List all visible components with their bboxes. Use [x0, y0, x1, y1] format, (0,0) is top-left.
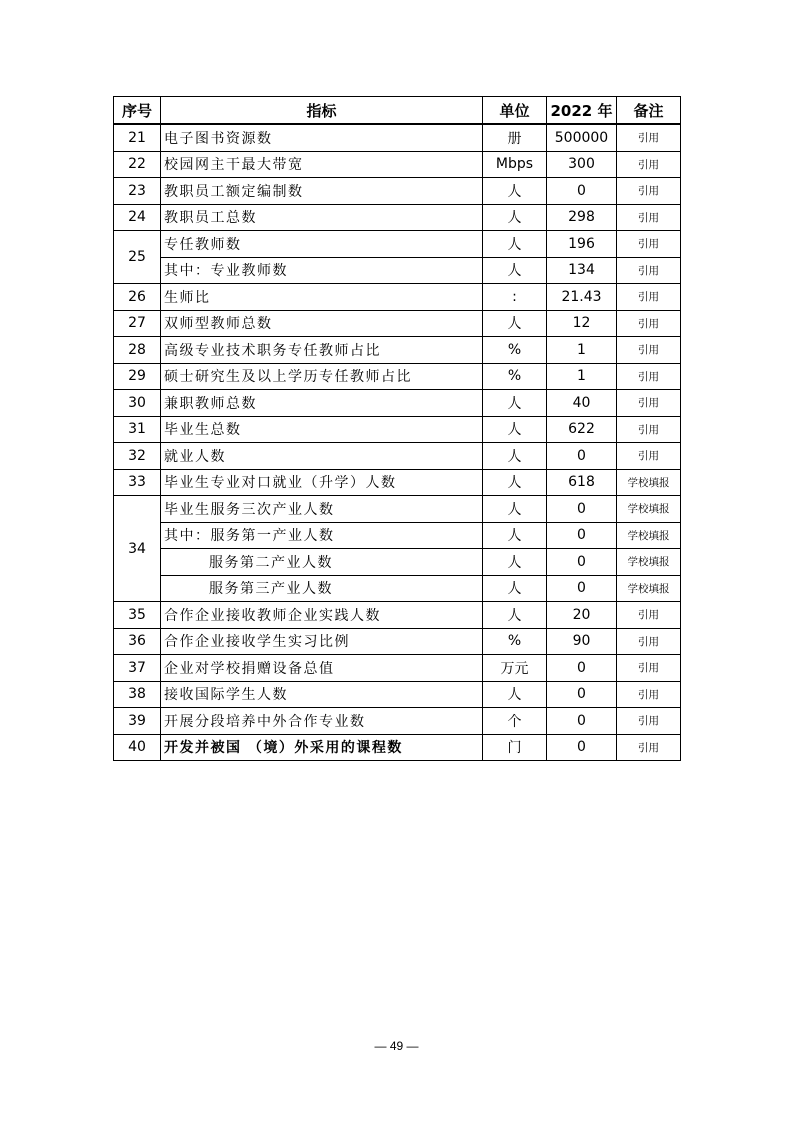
row-note: 引用	[617, 443, 681, 470]
row-value: 90	[547, 628, 617, 655]
table-row	[114, 681, 681, 708]
row-note: 引用	[617, 655, 681, 682]
table-row	[114, 575, 681, 602]
row-seq: 29	[114, 363, 161, 390]
row-note: 引用	[617, 681, 681, 708]
table-row	[114, 310, 681, 337]
row-value: 0	[547, 575, 617, 602]
row-seq: 36	[114, 628, 161, 655]
table-row	[114, 496, 681, 523]
row-note: 学校填报	[617, 522, 681, 549]
row-seq: 24	[114, 204, 161, 231]
row-seq: 33	[114, 469, 161, 496]
row-seq: 27	[114, 310, 161, 337]
header-seq: 序号	[114, 97, 161, 125]
row-unit: 人	[483, 231, 547, 258]
row-seq: 30	[114, 390, 161, 417]
row-value: 298	[547, 204, 617, 231]
row-note: 学校填报	[617, 575, 681, 602]
row-indicator: 毕业生服务三次产业人数	[161, 496, 483, 523]
row-indicator: 合作企业接收学生实习比例	[161, 628, 483, 655]
row-unit: 人	[483, 522, 547, 549]
row-value: 300	[547, 151, 617, 178]
row-indicator: 教职员工额定编制数	[161, 178, 483, 205]
row-value: 0	[547, 496, 617, 523]
row-indicator: 校园网主干最大带宽	[161, 151, 483, 178]
table-row	[114, 204, 681, 231]
row-note: 引用	[617, 363, 681, 390]
header-unit: 单位	[483, 97, 547, 125]
row-seq: 32	[114, 443, 161, 470]
table-row	[114, 708, 681, 735]
row-unit: 人	[483, 310, 547, 337]
row-unit: Mbps	[483, 151, 547, 178]
row-unit: :	[483, 284, 547, 311]
row-unit: 人	[483, 469, 547, 496]
row-value: 196	[547, 231, 617, 258]
table-row	[114, 549, 681, 576]
row-indicator: 其中：专业教师数	[161, 257, 483, 284]
row-indicator: 毕业生总数	[161, 416, 483, 443]
row-unit: 人	[483, 602, 547, 629]
row-seq: 23	[114, 178, 161, 205]
row-seq: 40	[114, 734, 161, 761]
row-seq: 34	[114, 496, 161, 602]
row-value: 21.43	[547, 284, 617, 311]
row-unit: 个	[483, 708, 547, 735]
row-indicator: 就业人数	[161, 443, 483, 470]
table-row	[114, 602, 681, 629]
row-unit: %	[483, 363, 547, 390]
row-note: 引用	[617, 734, 681, 761]
row-value: 0	[547, 522, 617, 549]
row-indicator: 电子图书资源数	[161, 124, 483, 151]
row-note: 学校填报	[617, 496, 681, 523]
row-unit: 人	[483, 575, 547, 602]
row-value: 12	[547, 310, 617, 337]
row-note: 引用	[617, 602, 681, 629]
row-value: 0	[547, 708, 617, 735]
row-value: 1	[547, 363, 617, 390]
row-indicator: 开发并被国 （境）外采用的课程数	[161, 734, 483, 761]
row-seq: 21	[114, 124, 161, 151]
row-value: 0	[547, 734, 617, 761]
row-note: 学校填报	[617, 549, 681, 576]
table-row	[114, 363, 681, 390]
row-unit: 人	[483, 178, 547, 205]
row-value: 0	[547, 549, 617, 576]
row-indicator: 开展分段培养中外合作专业数	[161, 708, 483, 735]
row-indicator: 服务第二产业人数	[161, 549, 483, 576]
row-value: 0	[547, 655, 617, 682]
row-value: 1	[547, 337, 617, 364]
table-row	[114, 469, 681, 496]
table-row	[114, 337, 681, 364]
row-unit: 册	[483, 124, 547, 151]
row-note: 引用	[617, 178, 681, 205]
row-indicator: 双师型教师总数	[161, 310, 483, 337]
row-seq: 22	[114, 151, 161, 178]
row-unit: %	[483, 337, 547, 364]
row-note: 引用	[617, 310, 681, 337]
row-unit: 人	[483, 549, 547, 576]
row-indicator: 高级专业技术职务专任教师占比	[161, 337, 483, 364]
row-seq: 26	[114, 284, 161, 311]
row-unit: 万元	[483, 655, 547, 682]
row-unit: 人	[483, 257, 547, 284]
row-note: 引用	[617, 337, 681, 364]
row-indicator: 兼职教师总数	[161, 390, 483, 417]
row-note: 引用	[617, 284, 681, 311]
table-row	[114, 124, 681, 151]
row-indicator: 生师比	[161, 284, 483, 311]
table-row	[114, 628, 681, 655]
row-seq: 25	[114, 231, 161, 284]
header-indicator: 指标	[161, 97, 483, 125]
table-row	[114, 734, 681, 761]
row-note: 引用	[617, 708, 681, 735]
row-note: 引用	[617, 124, 681, 151]
row-seq: 37	[114, 655, 161, 682]
header-note: 备注	[617, 97, 681, 125]
row-seq: 38	[114, 681, 161, 708]
table-row	[114, 443, 681, 470]
row-unit: 人	[483, 204, 547, 231]
row-indicator: 教职员工总数	[161, 204, 483, 231]
table-row	[114, 390, 681, 417]
row-seq: 31	[114, 416, 161, 443]
row-note: 引用	[617, 151, 681, 178]
table-row	[114, 284, 681, 311]
row-value: 622	[547, 416, 617, 443]
row-indicator: 硕士研究生及以上学历专任教师占比	[161, 363, 483, 390]
row-unit: 人	[483, 496, 547, 523]
row-note: 引用	[617, 204, 681, 231]
row-indicator: 服务第三产业人数	[161, 575, 483, 602]
row-note: 引用	[617, 628, 681, 655]
row-value: 40	[547, 390, 617, 417]
row-value: 618	[547, 469, 617, 496]
row-seq: 28	[114, 337, 161, 364]
row-note: 引用	[617, 257, 681, 284]
table-row	[114, 257, 681, 284]
row-value: 134	[547, 257, 617, 284]
row-indicator: 合作企业接收教师企业实践人数	[161, 602, 483, 629]
row-seq: 35	[114, 602, 161, 629]
row-indicator: 接收国际学生人数	[161, 681, 483, 708]
row-value: 500000	[547, 124, 617, 151]
row-indicator: 专任教师数	[161, 231, 483, 258]
row-unit: %	[483, 628, 547, 655]
row-unit: 人	[483, 390, 547, 417]
table-row	[114, 151, 681, 178]
indicator-table	[113, 96, 681, 761]
row-note: 引用	[617, 231, 681, 258]
row-indicator: 毕业生专业对口就业（升学）人数	[161, 469, 483, 496]
row-value: 0	[547, 681, 617, 708]
row-note: 引用	[617, 416, 681, 443]
row-note: 学校填报	[617, 469, 681, 496]
header-year: 2022 年	[547, 97, 617, 125]
row-indicator: 企业对学校捐赠设备总值	[161, 655, 483, 682]
row-value: 0	[547, 178, 617, 205]
page-number: — 49 —	[374, 1039, 419, 1053]
table-header-row	[114, 97, 681, 125]
row-value: 0	[547, 443, 617, 470]
row-unit: 人	[483, 416, 547, 443]
row-indicator: 其中：服务第一产业人数	[161, 522, 483, 549]
table-row	[114, 416, 681, 443]
table-row	[114, 655, 681, 682]
table-row	[114, 522, 681, 549]
row-seq: 39	[114, 708, 161, 735]
row-note: 引用	[617, 390, 681, 417]
row-unit: 门	[483, 734, 547, 761]
row-unit: 人	[483, 681, 547, 708]
table-row	[114, 178, 681, 205]
row-value: 20	[547, 602, 617, 629]
table-row	[114, 231, 681, 258]
row-unit: 人	[483, 443, 547, 470]
